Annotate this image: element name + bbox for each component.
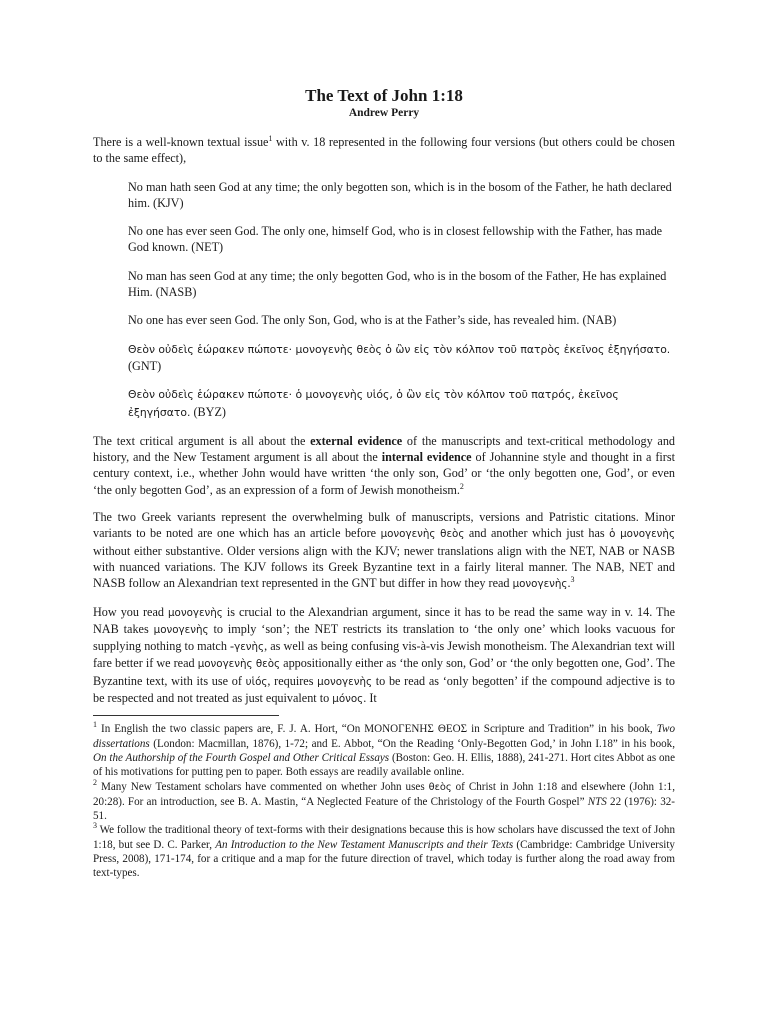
footnote-text: (Cambridge: Cambridge University Press, 2008), 171-174, for a critique and a map for the future direction of travel, which today is further along the road away from text-types. — [93, 838, 675, 880]
book-title: On the Authorship of the Fourth Gospel and Other Critical Essays — [93, 751, 390, 764]
body-text: How you read — [93, 604, 168, 619]
footnote-text: 22 (1976): 32-51. — [93, 795, 675, 823]
document-page — [93, 86, 675, 881]
intro-text: with v. 18 represented in the following four versions (but others could be chosen to the same effect), — [93, 135, 675, 166]
footnote-number: 1 — [93, 720, 97, 730]
greek-term: μονογενὴς θεὸς — [197, 658, 281, 671]
footnotes — [93, 722, 675, 880]
book-title: Two dissertations — [93, 723, 675, 750]
intro-text: There is a well-known textual issue — [93, 135, 269, 149]
footnote-text: We follow the traditional theory of text-forms with their designations because this is how scholars have discussed the text of John 1:18, but see D. C. Parker, — [93, 824, 675, 851]
footnote-1 — [93, 722, 675, 779]
quote-nab: No one has ever seen God. The only Son, God, who is at the Father’s side, has revealed him. (NAB) — [128, 313, 617, 328]
greek-term: μονογενὴς — [317, 675, 373, 688]
quote-kjv: No man hath seen God at any time; the only begotten son, which is in the bosom of the Father, he hath declared him. (KJV) — [128, 179, 672, 210]
document-title: The Text of John 1:18 — [305, 86, 463, 105]
quote-gnt — [128, 341, 675, 376]
footnote-text: (London: Macmillan, 1876), 1-72; and E. Abbot, “On the Reading ‘Only-Begotten God,’ in John I.18” in his book, — [149, 737, 675, 750]
bold-term: external evidence — [310, 433, 403, 448]
author-name: Andrew Perry — [348, 107, 420, 119]
greek-term: μονογενὴς — [512, 578, 568, 591]
greek-term: μονογενὴς — [153, 623, 209, 636]
book-title: An Introduction to the New Testament Manuscripts and their Texts — [215, 838, 514, 851]
footnote-number: 3 — [93, 821, 97, 831]
version-tag: (GNT) — [128, 358, 162, 373]
footnote-ref-3[interactable]: 3 — [570, 575, 575, 585]
greek-term: μονογενὴς — [167, 606, 223, 619]
body-text: The two Greek variants represent the overwhelming bulk of manuscripts, versions and Patristic citations. Minor variants to be noted are one which has an article before — [93, 510, 675, 541]
footnote-ref-1[interactable]: 1 — [268, 134, 273, 143]
body-text: and another which just has — [464, 526, 610, 541]
greek-term: θεὸς — [428, 781, 452, 793]
quote-net: No one has ever seen God. The only one, himself God, who is in closest fellowship with the Father, has made God known. (NET) — [128, 224, 663, 255]
footnote-text: (Boston: Geo. H. Ellis, 1888), 241-271. Hort cites Abbot as one of his motivations for putting pen to paper. Both essays are readily available online. — [93, 751, 676, 779]
body-text: without either substantive. Older versions align with the KJV; newer translations align with the NET, NAB or NASB with nuanced variations. The KJV follows its Greek Byzantine text in a fairly literal manner. The NAB, NET and NASB follow an Alexandrian text represented in the GNT but differ in how they read — [93, 543, 675, 591]
body-text: of Johannine style and thought in a first century context, i.e., whether John would have written ‘the only son, God’ or ‘the only begotten one, God’, or even ‘the only begotten God’, as an expression of a form of Jewish monotheism. — [93, 450, 675, 497]
greek-text: Θεὸν οὐδεὶς ἑώρακεν πώποτε· ὁ μονογενὴς υἱός, ὁ ὢν εἰς τὸν κόλπον τοῦ πατρός, ἐκεῖνος ἐξηγήσατο. — [128, 388, 619, 419]
footnote-text: In English the two classic papers are, F. J. A. Hort, “On ΜΟΝΟΓΕΝΗΣ ΘΕΟΣ in Scripture and Tradition” in his book, — [97, 723, 657, 736]
version-quotes — [128, 179, 675, 421]
footnote-text: of Christ in John 1:18 and elsewhere (John 1:1, 20:28). For an introduction, see B. A. Mastin, “A Neglected Feature of the Christology of the Fourth Gospel” — [93, 780, 675, 808]
greek-text: Θεὸν οὐδεὶς ἑώρακεν πώποτε· μονογενὴς θεὸς ὁ ὢν εἰς τὸν κόλπον τοῦ πατρὸς ἐκεῖνος ἐξηγήσατο. — [128, 342, 671, 356]
footnote-2 — [93, 777, 675, 824]
greek-term: υἱός — [245, 675, 268, 688]
greek-term: μόνος — [332, 693, 364, 706]
bold-term: internal evidence — [381, 450, 472, 465]
greek-term: ὁ μονογενὴς — [609, 528, 675, 541]
quote-byz — [128, 387, 675, 421]
version-tag: (BYZ) — [190, 404, 226, 419]
footnote-3 — [93, 823, 675, 880]
journal-title: NTS — [587, 795, 607, 808]
intro-paragraph — [93, 134, 675, 167]
body-text: , as well as being confusing vis-à-vis Jewish monotheism. The Alexandrian text will fare better if we read — [93, 639, 675, 671]
footnote-number: 2 — [93, 777, 97, 787]
paragraph-evidence — [93, 433, 675, 498]
body-text: to imply ‘son’; the NET restricts its translation to ‘the only one’ which looks vacuous for supplying nothing to match - — [93, 621, 675, 654]
paragraph-monogenes — [93, 604, 675, 708]
body-text: to be read as ‘only begotten’ if the compound adjective is to be respected and not treated as just equivalent to — [93, 673, 675, 706]
body-text: . It — [363, 691, 377, 706]
greek-term: γενὴς — [234, 641, 265, 654]
greek-term: μονογενὴς θεὸς — [380, 528, 465, 541]
footnote-divider — [93, 715, 279, 716]
quote-nasb: No man has seen God at any time; the only begotten God, who is in the bosom of the Father, He has explained Him. (NASB) — [128, 268, 667, 300]
body-text: The text critical argument is all about the — [93, 433, 311, 448]
body-text: is crucial to the Alexandrian argument, since it has to be read the same way in v. 14. The NAB takes — [93, 604, 676, 636]
paragraph-variants — [93, 509, 675, 592]
body-text: , requires — [267, 673, 318, 688]
footnote-text: Many New Testament scholars have commented on whether John uses — [97, 780, 429, 793]
body-text: . — [567, 576, 571, 591]
body-text: appositionally either as ‘the only son, God’ or ‘the only begotten one, God’. The Byzantine text, with its use of — [93, 656, 676, 688]
body-text: of the manuscripts and text-critical methodology and history, and the New Testament argument is all about the — [93, 433, 676, 465]
footnote-ref-2[interactable]: 2 — [459, 481, 464, 491]
